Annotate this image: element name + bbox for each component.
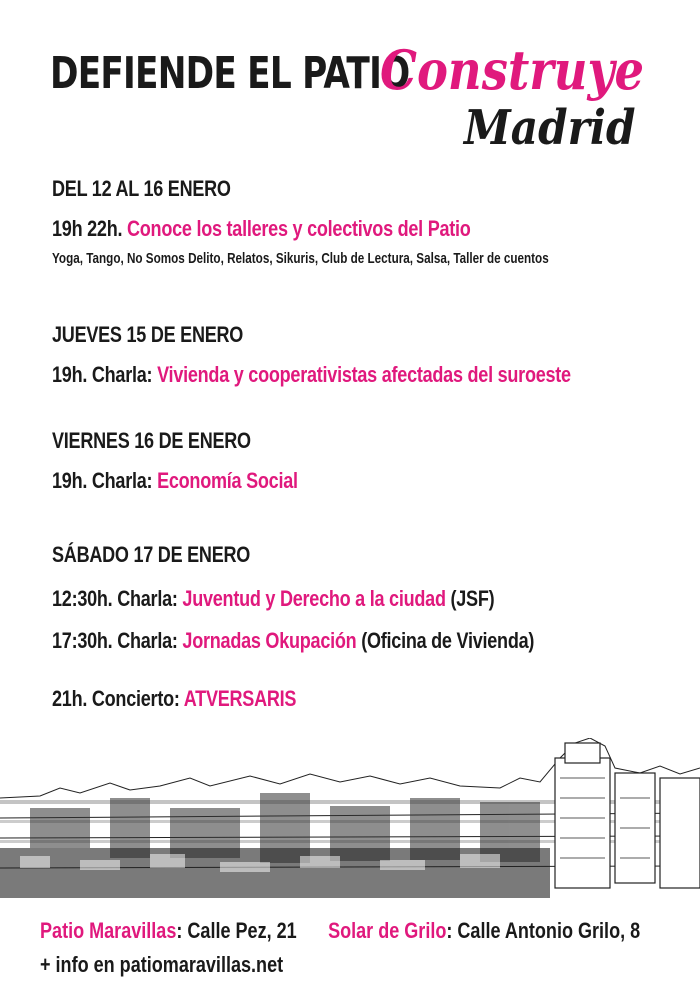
city-skyline-illustration (0, 738, 700, 908)
event-prefix: 12:30h. Charla: (52, 586, 178, 611)
event-section (52, 542, 672, 712)
event-title: Juventud y Derecho a la ciudad (182, 586, 446, 611)
event-section (52, 322, 672, 388)
event-suffix: (JSF) (450, 586, 495, 611)
event-line (52, 216, 560, 242)
event-date: SÁBADO 17 DE ENERO (52, 542, 251, 567)
footer-venues (40, 918, 640, 944)
event-line (52, 362, 571, 388)
event-line (52, 468, 560, 494)
event-date: JUEVES 15 DE ENERO (52, 322, 244, 347)
venue-address: : Calle Antonio Grilo, 8 (446, 918, 641, 943)
event-suffix: (Oficina de Vivienda) (361, 628, 535, 653)
event-prefix: 19h 22h. (52, 216, 123, 241)
title-subtitle: Madrid (464, 100, 636, 156)
event-line (52, 686, 560, 712)
event-line (52, 628, 560, 654)
event-prefix: 19h. Charla: (52, 468, 153, 493)
page-title: DEFIENDE EL PATIO (50, 48, 410, 99)
event-prefix: 21h. Concierto: (52, 686, 180, 711)
event-prefix: 19h. Charla: (52, 362, 153, 387)
event-title: ATVERSARIS (183, 686, 297, 711)
event-title: Jornadas Okupación (182, 628, 357, 653)
event-date: VIERNES 16 DE ENERO (52, 428, 251, 453)
event-title: Conoce los talleres y colectivos del Patio (127, 216, 471, 241)
event-prefix: 17:30h. Charla: (52, 628, 178, 653)
event-section (52, 176, 672, 267)
event-date: DEL 12 AL 16 ENERO (52, 176, 231, 201)
event-note: Yoga, Tango, No Somos Delito, Relatos, Sikuris, Club de Lectura, Salsa, Taller de cuentos (52, 250, 549, 267)
event-section (52, 428, 672, 494)
info-link[interactable]: + info en patiomaravillas.net (40, 952, 284, 977)
venue-name: Patio Maravillas (40, 918, 177, 943)
title-highlight: Construye (380, 38, 645, 102)
venue-address: : Calle Pez, 21 (176, 918, 297, 943)
event-line (52, 586, 560, 612)
venue-name: Solar de Grilo (328, 918, 447, 943)
event-title: Vivienda y cooperativistas afectadas del suroeste (157, 362, 571, 387)
event-title: Economía Social (157, 468, 298, 493)
